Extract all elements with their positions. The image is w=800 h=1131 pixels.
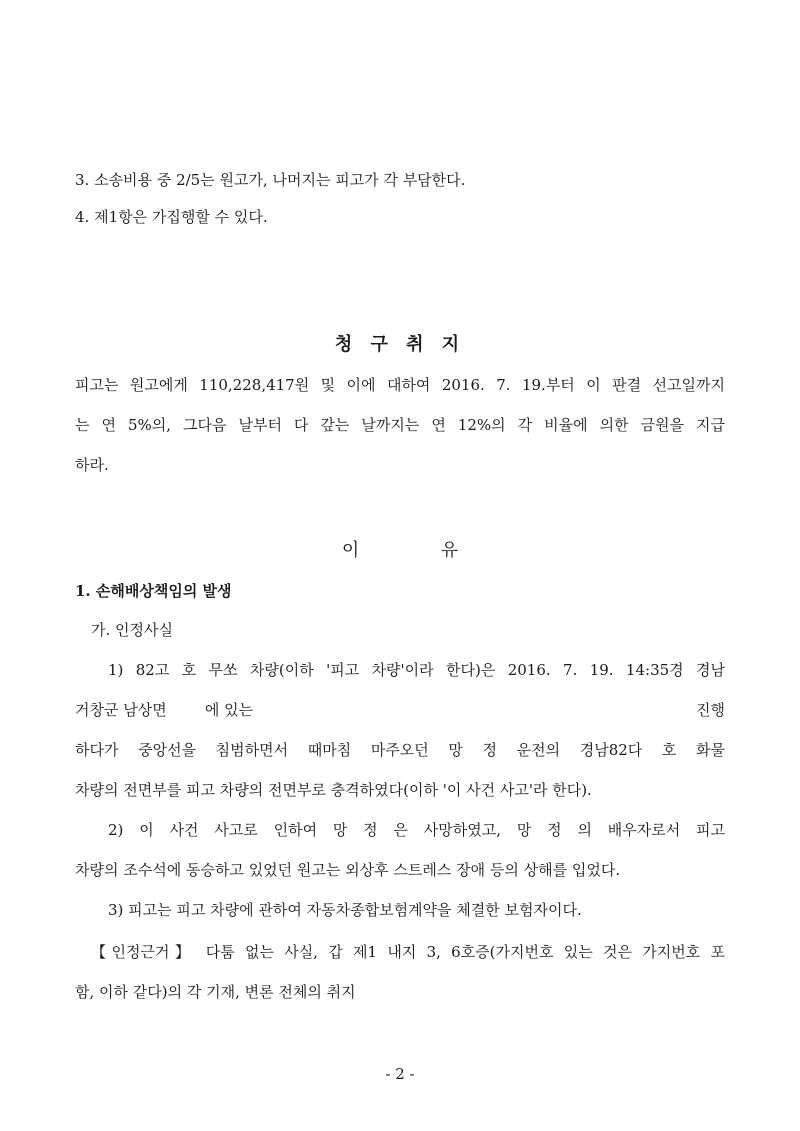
claim-line-3: 하라. [75, 456, 109, 474]
reasons-title-left: 이 [341, 540, 360, 561]
reasons-title-right: 유 [440, 540, 459, 561]
claim-title: 청 구 취 지 [334, 334, 466, 355]
claim-line-1: 피고는 원고에게 110,228,417원 및 이에 대하여 2016. 7. 19.부터 이 판결 선고일까지 [75, 376, 725, 394]
fact-2-line-2: 차량의 조수석에 동승하고 있었던 원고는 외상후 스트레스 장애 등의 상해를 입었다. [75, 861, 621, 879]
judgment-item-4: 4. 제1항은 가집행할 수 있다. [75, 208, 268, 226]
section-heading: 1. 손해배상책임의 발생 [75, 582, 232, 600]
evidence-line-1: 【인정근거】 다툼 없는 사실, 갑 제1 내지 3, 6호증(가지번호 있는 것은 가지번호 포 [91, 943, 725, 961]
page-number: - 2 - [385, 1065, 415, 1083]
fact-2-line-1: 2) 이 사건 사고로 인하여 망 정 은 사망하였고, 망 정 의 배우자로서 피고 [108, 821, 725, 839]
judgment-item-3: 3. 소송비용 중 2/5는 원고가, 나머지는 피고가 각 부담한다. [75, 171, 466, 189]
reasons-title [0, 536, 800, 562]
fact-1-line-3: 하다가 중앙선을 침범하면서 때마침 마주오던 망 정 운전의 경남82다 호 화물 [75, 741, 725, 759]
subsection-heading: 가. 인정사실 [91, 621, 173, 639]
evidence-line-2: 함, 이하 같다)의 각 기재, 변론 전체의 취지 [75, 983, 356, 1001]
claim-line-2: 는 연 5%의, 그다음 날부터 다 갚는 날까지는 연 12%의 각 비율에 의한 금원을 지급 [75, 416, 725, 434]
fact-1-line-2-right: 진행 [696, 701, 725, 719]
fact-3-line-1: 3) 피고는 피고 차량에 관하여 자동차종합보험계약을 체결한 보험자이다. [108, 901, 582, 919]
fact-1-line-1: 1) 82고 호 무쏘 차량(이하 '피고 차량'이라 한다)은 2016. 7. 19. 14:35경 경남 [108, 661, 725, 679]
fact-1-line-4: 차량의 전면부를 피고 차량의 전면부로 충격하였다(이하 '이 사건 사고'라 한다). [75, 781, 592, 799]
fact-1-line-2 [75, 700, 725, 720]
fact-1-line-2-left: 거창군 남상면 에 있는 [75, 701, 254, 719]
